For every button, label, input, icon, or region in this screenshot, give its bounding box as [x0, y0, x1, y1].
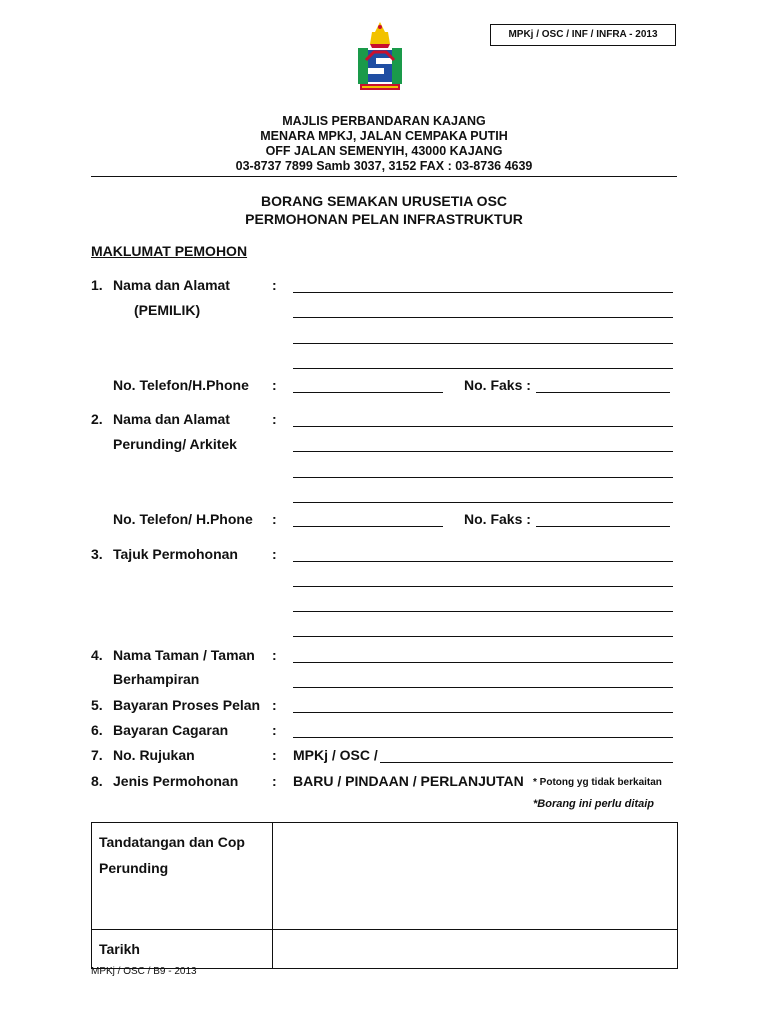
reference-number-field[interactable] [380, 762, 673, 763]
colon: : [272, 277, 277, 293]
item-1-sublabel: (PEMILIK) [134, 302, 201, 318]
application-title-line[interactable] [293, 636, 673, 637]
owner-phone-field[interactable] [293, 392, 443, 393]
typed-required-note: *Borang ini perlu ditaip [533, 798, 655, 810]
mpkj-logo [352, 20, 408, 96]
item-7-label: No. Rujukan [113, 747, 195, 763]
owner-phone-label: No. Telefon/H.Phone [113, 377, 249, 393]
colon: : [272, 411, 277, 427]
owner-name-address-line[interactable] [293, 317, 673, 318]
signature-box[interactable] [273, 823, 678, 930]
header-contact-line: 03-8737 7899 Samb 3037, 3152 FAX : 03-8736 4639 [235, 159, 533, 173]
header-address-line-2: OFF JALAN SEMENYIH, 43000 KAJANG [265, 144, 503, 158]
owner-name-address-line[interactable] [293, 368, 673, 369]
consultant-fax-field[interactable] [536, 526, 670, 527]
item-8-number: 8. [91, 773, 103, 789]
owner-fax-label: No. Faks : [464, 377, 531, 393]
consultant-phone-label: No. Telefon/ H.Phone [113, 511, 253, 527]
item-8-label: Jenis Permohonan [113, 773, 239, 789]
deposit-fee-field[interactable] [293, 737, 673, 738]
consultant-name-address-line[interactable] [293, 502, 673, 503]
application-title-line[interactable] [293, 611, 673, 612]
header-council-name: MAJLIS PERBANDARAN KAJANG [282, 114, 486, 128]
signature-label-text: Tandatangan dan Cop Perunding [99, 834, 245, 876]
item-6-label: Bayaran Cagaran [113, 722, 229, 738]
colon: : [272, 546, 277, 562]
consultant-name-address-line[interactable] [293, 426, 673, 427]
colon: : [272, 773, 277, 789]
date-row [92, 930, 678, 969]
item-5-number: 5. [91, 697, 103, 713]
owner-name-address-line[interactable] [293, 343, 673, 344]
item-7-number: 7. [91, 747, 103, 763]
date-box[interactable] [273, 930, 678, 969]
item-1-number: 1. [91, 277, 103, 293]
item-3-number: 3. [91, 546, 103, 562]
item-5-label: Bayaran Proses Pelan [113, 697, 261, 713]
item-2-sublabel: Perunding/ Arkitek [113, 436, 237, 452]
owner-fax-field[interactable] [536, 392, 670, 393]
footer-form-code: MPKj / OSC / B9 - 2013 [91, 966, 197, 977]
signature-table [91, 822, 678, 969]
consultant-name-address-line[interactable] [293, 477, 673, 478]
consultant-phone-field[interactable] [293, 526, 443, 527]
item-4-number: 4. [91, 647, 103, 663]
item-1-label: Nama dan Alamat [113, 277, 230, 293]
consultant-fax-label: No. Faks : [464, 511, 531, 527]
strike-out-note: * Potong yg tidak berkaitan [533, 777, 662, 788]
consultant-name-address-line[interactable] [293, 451, 673, 452]
form-title-line-1: BORANG SEMAKAN URUSETIA OSC [260, 193, 508, 209]
form-reference-code: MPKj / OSC / INF / INFRA - 2013 [490, 24, 676, 46]
item-3-label: Tajuk Permohonan [113, 546, 238, 562]
owner-name-address-line[interactable] [293, 292, 673, 293]
colon: : [272, 511, 277, 527]
signature-label [92, 823, 273, 930]
plan-processing-fee-field[interactable] [293, 712, 673, 713]
application-type-options[interactable]: BARU / PINDAAN / PERLANJUTAN [293, 773, 524, 789]
item-2-number: 2. [91, 411, 103, 427]
form-title-line-2: PERMOHONAN PELAN INFRASTRUKTUR [245, 211, 523, 227]
reference-prefix: MPKj / OSC / [293, 747, 378, 763]
colon: : [272, 747, 277, 763]
garden-name-line[interactable] [293, 662, 673, 663]
colon: : [272, 377, 277, 393]
colon: : [272, 722, 277, 738]
colon: : [272, 697, 277, 713]
garden-name-line[interactable] [293, 687, 673, 688]
item-4-sublabel: Berhampiran [113, 671, 200, 687]
signature-row [92, 823, 678, 930]
date-label [92, 930, 273, 969]
date-label-text: Tarikh [99, 941, 140, 957]
header-address-line-1: MENARA MPKJ, JALAN CEMPAKA PUTIH [260, 129, 508, 143]
application-title-line[interactable] [293, 586, 673, 587]
item-6-number: 6. [91, 722, 103, 738]
item-4-label: Nama Taman / Taman [113, 647, 255, 663]
section-title: MAKLUMAT PEMOHON [91, 243, 248, 259]
item-2-label: Nama dan Alamat [113, 411, 230, 427]
application-title-line[interactable] [293, 561, 673, 562]
header-divider [91, 176, 677, 177]
colon: : [272, 647, 277, 663]
